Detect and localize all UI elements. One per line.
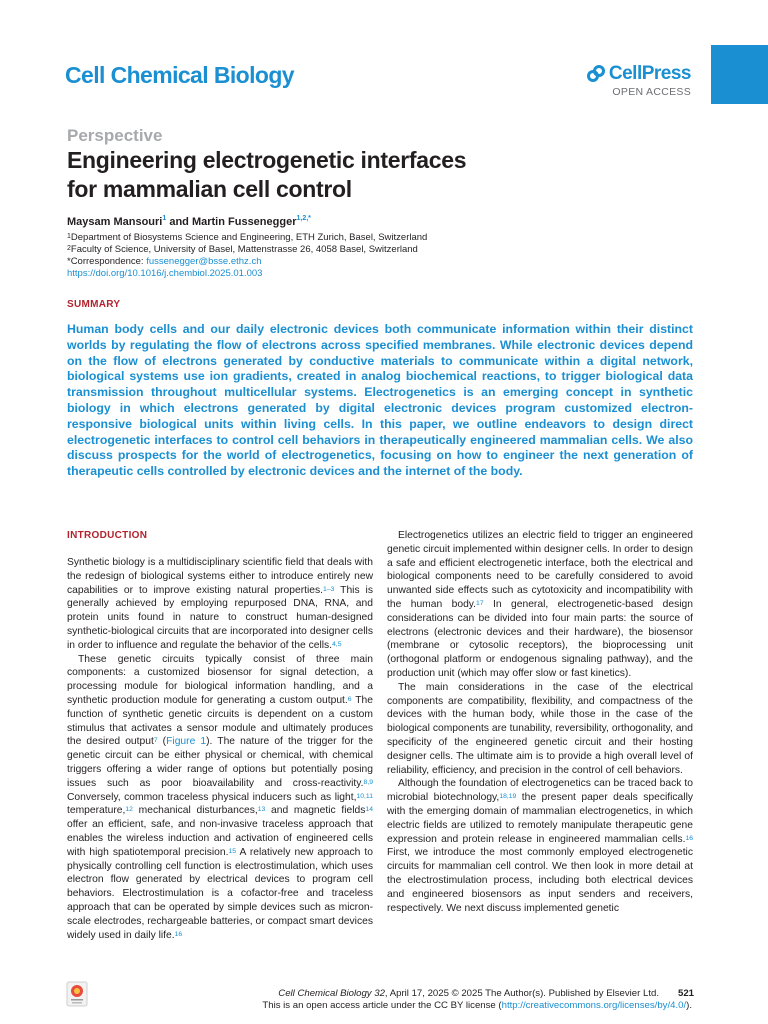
blue-corner-tab <box>711 45 768 104</box>
summary-text: Human body cells and our daily electronic devices both communicate information within their distinct worlds by regulating the flow of electrons across specified membranes. While electronic devices depend on the flow of electrons generated by conductive materials to communicate within a digital network, biological systems use ion gradients, created in analog biochemical reactions, to trigger biological data transmission throughout multicellular systems. Electrogenetics is an emerging concept in synthetic biology in which electrons generated by digital electronic devices program customized electron-responsive biological units within living cells. In this paper, we outline endeavors to design direct electrogenetic interfaces to control cell behaviors in therapeutically engineered mammalian cells. We also discuss prospects for the world of electrogenetics, focusing on how to engineer the next generation of therapeutic cells controlled by electronic devices and the internet of the body. <box>67 322 693 479</box>
publisher-block <box>587 63 691 98</box>
footer-license: This is an open access article under the CC BY license (http://creativecommons.org/licenses/by/4.0/). <box>262 1000 692 1011</box>
affil-text: Faculty of Science, University of Basel, Mattenstrasse 26, 4058 Basel, Switzerland <box>70 244 418 255</box>
citation-ref[interactable]: 18,19 <box>499 793 517 801</box>
author-affil-sup[interactable]: 1,2,* <box>296 215 311 222</box>
citation-ref[interactable]: 7 <box>153 737 158 745</box>
citation-ref[interactable]: 10,11 <box>356 792 373 800</box>
title-line-1: Engineering electrogenetic interfaces <box>67 147 467 173</box>
footer-citation <box>278 988 659 1000</box>
citation-ref[interactable]: 16 <box>174 930 183 938</box>
affil-text: Department of Biosystems Science and Engineering, ETH Zurich, Basel, Switzerland <box>70 232 428 243</box>
left-column <box>67 556 373 942</box>
doi-link[interactable]: https://doi.org/10.1016/j.chembiol.2025.01.003 <box>67 268 263 279</box>
license-link[interactable]: http://creativecommons.org/licenses/by/4.0/ <box>501 1000 687 1011</box>
cellpress-logo <box>587 63 691 85</box>
affiliation-1 <box>67 232 627 244</box>
citation-ref[interactable]: 17 <box>476 599 484 607</box>
citation-ref[interactable]: 14 <box>365 806 373 814</box>
journal-title: Cell Chemical Biology <box>65 62 294 88</box>
author-affil-sup[interactable]: 1 <box>162 215 167 222</box>
publisher-name: CellPress <box>608 63 691 84</box>
intro-paragraph-3: Electrogenetics utilizes an electric field to trigger an engineered genetic circuit implemented within designer cells. In order to design a safe and efficient electrogenetic interface, both the electrical and biological components need to be carefully considered to avoid unwanted side effects such as cytotoxicity and incompatibility with the human body.$^{17}$ In general, electrogenetic-based design considerations can be divided into four main parts: the source of electrons (electronic devices and their hardware), the biosensor (membrane or cytosolic receptors), the bioprocessing unit (orthogonal platform or endogenous signaling pathway), and the production unit (which may offer slow or fast kinetics). <box>387 530 693 679</box>
correspondence <box>67 256 627 268</box>
affiliation-2 <box>67 244 627 256</box>
introduction-heading: INTRODUCTION <box>67 530 148 541</box>
right-column <box>387 529 693 915</box>
footer-citation-text: , April 17, 2025 © 2025 The Author(s). Published by Elsevier Ltd. <box>384 988 659 999</box>
correspondence-label: *Correspondence: <box>67 256 147 267</box>
footer-journal: Cell Chemical Biology <box>278 988 375 999</box>
intro-paragraph-2: These genetic circuits typically consist of three main components: a customized biosensor for signal detection, a processing module for biological information handling, and a synthetic production module for generating a custom output.$^6$ The function of synthetic genetic circuits is dependent on a custom stimulus that activates a sensor module and ultimately produces the desired output$^7$ (Figure 1). The nature of the trigger for the genetic circuit can be either physical or chemical, with chemical triggers offering a wider range of options but potentially posing issues such as poor bioavailability and cross-reactivity.$^{8,9}$ Conversely, common traceless physical inducers such as light,$^{10,11}$ temperature,$^{12}$ mechanical disturbances,$^{13}$ and magnetic fields$^{14}$ offer an efficient, safe, and non-invasive traceless approach that enables the wireless induction and activation of engineered cells with high spatiotemporal precision.$^{15}$ A relatively new approach to physically controlling cell function is electrostimulation, which uses electron flow generated by electrical devices to program cell behaviors. Electrostimulation is a cofactor-free and traceless approach that can be operated by simple devices such as micron-scale electrodes, rechargeable batteries, or compact smart devices widely used in daily life.$^{16}$ <box>67 653 374 941</box>
crossmark-check-updates-icon[interactable] <box>66 981 88 1007</box>
intro-paragraph-5: Although the foundation of electrogenetics can be traced back to microbial biotechnology,$^{18,19}$ the present paper deals specifically with the emerging domain of mammalian electrogenetics, in which electric fields are utilized to remotely manipulate therapeutic gene expression and protein release in engineered mammalian cells.$^{16}$ First, we introduce the most commonly employed electrogenetic circuits for mammalian cell control. We then look in more detail at the electrostimulation process, including both electrical devices and engineered biosensors as input senders and receivers, respectively. We next discuss implemented genetic <box>387 778 694 914</box>
summary-heading: SUMMARY <box>67 299 121 310</box>
citation-ref[interactable]: 1–3 <box>323 585 335 593</box>
intro-paragraph-4: The main considerations in the case of the electrical components are compatibility, flexibility, and compactness of the devices with the human body, while those in the case of the biological components are tunability, reversibility, orthogonality, and specificity of the engineered genetic circuit and their hosting designer cells. The ultimate aim is to provide a high overall level of reliability, efficiency, and precision in the control of cell behaviors. <box>387 681 693 776</box>
affil-sup: 2 <box>67 245 71 252</box>
author-name: Martin Fussenegger <box>191 216 297 228</box>
citation-ref[interactable]: 13 <box>257 806 266 814</box>
title-line-2: for mammalian cell control <box>67 176 352 202</box>
author-list <box>67 216 311 228</box>
citation-ref[interactable]: 4,5 <box>332 640 342 648</box>
article-title <box>67 146 627 204</box>
affil-sup: 1 <box>67 233 71 240</box>
figure-1-link[interactable]: Figure 1 <box>166 736 207 748</box>
author-separator: and <box>166 216 192 228</box>
correspondence-email-link[interactable]: fussenegger@bsse.ethz.ch <box>146 256 262 267</box>
citation-ref[interactable]: 12 <box>125 806 133 814</box>
intro-paragraph-1: Synthetic biology is a multidisciplinary scientific field that deals with the redesign of biological systems either to introduce entirely new capabilities or to improve existing natural properties.$^{1-3}$ This is generally achieved by employing repurposed DNA, RNA, and protein units found in nature to construct human-designed synthetic-biological circuits that are incorporated into designer cells in order to influence and regulate the behavior of the cells.$^{4,5}$ <box>67 557 373 651</box>
cellpress-logo-icon <box>587 65 605 83</box>
citation-ref[interactable]: 8,9 <box>363 778 373 786</box>
open-access-label: OPEN ACCESS <box>612 86 691 98</box>
citation-ref[interactable]: 15 <box>228 847 237 855</box>
citation-ref[interactable]: 6 <box>347 695 352 703</box>
page-number: 521 <box>678 988 695 999</box>
author-name: Maysam Mansouri <box>67 216 163 228</box>
citation-ref[interactable]: 16 <box>685 834 693 842</box>
article-type: Perspective <box>67 126 163 145</box>
footer-volume: 32 <box>374 988 385 999</box>
